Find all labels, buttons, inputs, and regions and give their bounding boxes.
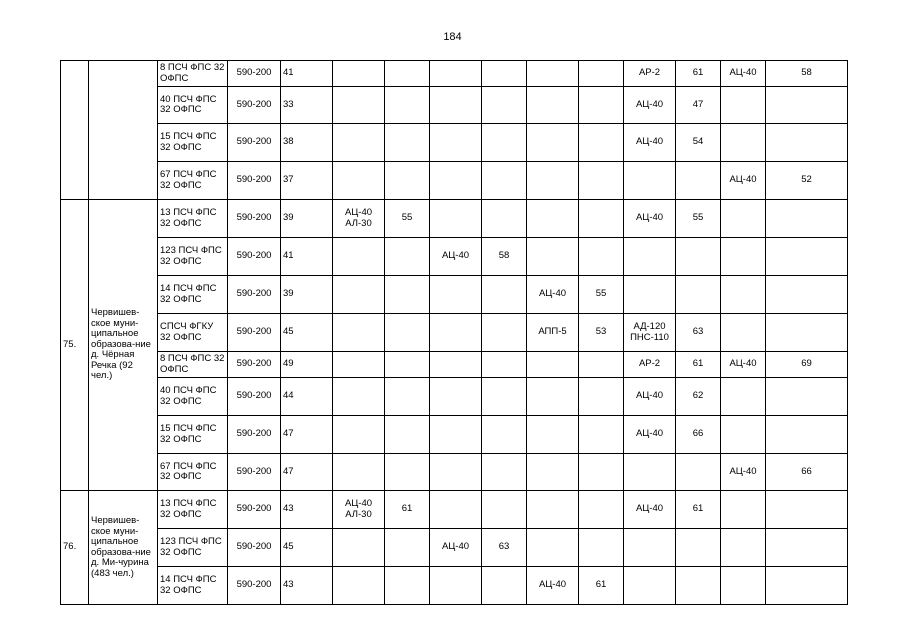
cell-v2 — [430, 276, 482, 314]
cell-t3 — [579, 238, 624, 276]
unit-name: 13 ПСЧ ФПС 32 ОФПС — [158, 200, 228, 238]
cell-v4: АЦ-40 — [624, 378, 676, 416]
cell-v3 — [527, 238, 579, 276]
table-row — [61, 276, 848, 314]
cell-t3 — [579, 200, 624, 238]
cell-v5 — [721, 87, 766, 124]
range-cell: 590-200 — [228, 314, 281, 352]
cell-t3: 53 — [579, 314, 624, 352]
cell-t5 — [766, 200, 848, 238]
range-cell: 590-200 — [228, 124, 281, 162]
cell-t3: 61 — [579, 567, 624, 605]
cell-t4 — [676, 529, 721, 567]
cell-v4: АЦ-40 — [624, 200, 676, 238]
table-row — [61, 238, 848, 276]
cell-v4: АЦ-40 — [624, 87, 676, 124]
cell-v2 — [430, 454, 482, 491]
cell-t2 — [482, 124, 527, 162]
cell-v4: АР-2 — [624, 352, 676, 378]
range-cell: 590-200 — [228, 416, 281, 454]
range-cell: 590-200 — [228, 276, 281, 314]
cell-v5 — [721, 567, 766, 605]
cell-v1 — [333, 124, 385, 162]
cell-v3 — [527, 87, 579, 124]
range-cell: 590-200 — [228, 162, 281, 200]
cell-v4 — [624, 529, 676, 567]
cell-t2 — [482, 352, 527, 378]
unit-name: 15 ПСЧ ФПС 32 ОФПС — [158, 124, 228, 162]
cell-t3 — [579, 454, 624, 491]
cell-v4: АД-120 ПНС-110 — [624, 314, 676, 352]
range-cell: 590-200 — [228, 238, 281, 276]
cell-t5 — [766, 314, 848, 352]
cell-t4 — [676, 567, 721, 605]
table-row — [61, 491, 848, 529]
cell-t2 — [482, 378, 527, 416]
unit-name: 8 ПСЧ ФПС 32 ОФПС — [158, 61, 228, 87]
cell-time: 38 — [281, 124, 333, 162]
cell-t1 — [385, 238, 430, 276]
cell-time: 43 — [281, 567, 333, 605]
cell-v3: АЦ-40 — [527, 567, 579, 605]
cell-t2 — [482, 491, 527, 529]
cell-time: 49 — [281, 352, 333, 378]
cell-v3 — [527, 162, 579, 200]
cell-t4: 55 — [676, 200, 721, 238]
cell-v1 — [333, 567, 385, 605]
range-cell: 590-200 — [228, 200, 281, 238]
cell-t2 — [482, 61, 527, 87]
cell-v5 — [721, 238, 766, 276]
range-cell: 590-200 — [228, 352, 281, 378]
cell-time: 33 — [281, 87, 333, 124]
cell-t1 — [385, 276, 430, 314]
cell-v2 — [430, 378, 482, 416]
cell-t4: 66 — [676, 416, 721, 454]
table-row — [61, 416, 848, 454]
cell-v1 — [333, 238, 385, 276]
cell-t3 — [579, 529, 624, 567]
cell-v1: АЦ-40 АЛ-30 — [333, 200, 385, 238]
cell-v5: АЦ-40 — [721, 454, 766, 491]
range-cell: 590-200 — [228, 61, 281, 87]
cell-v4 — [624, 238, 676, 276]
cell-v3: АПП-5 — [527, 314, 579, 352]
range-cell: 590-200 — [228, 567, 281, 605]
cell-v3 — [527, 454, 579, 491]
cell-v2: АЦ-40 — [430, 238, 482, 276]
cell-t4: 61 — [676, 491, 721, 529]
table-row — [61, 529, 848, 567]
cell-v4: АЦ-40 — [624, 124, 676, 162]
table-row — [61, 61, 848, 87]
cell-t1 — [385, 87, 430, 124]
cell-t5: 69 — [766, 352, 848, 378]
page-number: 184 — [443, 31, 462, 43]
cell-v5 — [721, 314, 766, 352]
cell-time: 47 — [281, 454, 333, 491]
cell-v2 — [430, 567, 482, 605]
unit-name: СПСЧ ФГКУ 32 ОФПС — [158, 314, 228, 352]
dispatch-table — [60, 60, 848, 605]
cell-t5 — [766, 378, 848, 416]
cell-t2 — [482, 454, 527, 491]
settlement-name: Червишев-ское муни-ципальное образова-ние д. Ми-чурина (483 чел.) — [89, 491, 158, 605]
cell-v1 — [333, 416, 385, 454]
cell-t1 — [385, 162, 430, 200]
cell-v1 — [333, 454, 385, 491]
cell-time: 41 — [281, 238, 333, 276]
cell-t4: 62 — [676, 378, 721, 416]
cell-v1 — [333, 87, 385, 124]
cell-v3 — [527, 529, 579, 567]
cell-t5: 66 — [766, 454, 848, 491]
table-body — [61, 61, 848, 605]
unit-name: 123 ПСЧ ФПС 32 ОФПС — [158, 529, 228, 567]
cell-v2 — [430, 87, 482, 124]
cell-v1 — [333, 61, 385, 87]
cell-time: 44 — [281, 378, 333, 416]
cell-v5: АЦ-40 — [721, 352, 766, 378]
cell-t4: 61 — [676, 352, 721, 378]
cell-v4 — [624, 162, 676, 200]
cell-t3 — [579, 378, 624, 416]
cell-time: 37 — [281, 162, 333, 200]
cell-v1 — [333, 529, 385, 567]
cell-t5 — [766, 238, 848, 276]
range-cell: 590-200 — [228, 87, 281, 124]
cell-time: 47 — [281, 416, 333, 454]
table-row — [61, 352, 848, 378]
unit-name: 123 ПСЧ ФПС 32 ОФПС — [158, 238, 228, 276]
table-row — [61, 200, 848, 238]
cell-v4 — [624, 454, 676, 491]
cell-t3 — [579, 87, 624, 124]
cell-t3 — [579, 352, 624, 378]
cell-t5 — [766, 124, 848, 162]
cell-t1 — [385, 314, 430, 352]
cell-t5 — [766, 567, 848, 605]
unit-name: 14 ПСЧ ФПС 32 ОФПС — [158, 276, 228, 314]
settlement-name — [89, 61, 158, 200]
cell-t2 — [482, 162, 527, 200]
table-row — [61, 378, 848, 416]
cell-t3 — [579, 416, 624, 454]
cell-t1 — [385, 567, 430, 605]
cell-v1 — [333, 162, 385, 200]
cell-t3 — [579, 61, 624, 87]
cell-v2 — [430, 416, 482, 454]
cell-t5: 52 — [766, 162, 848, 200]
cell-v2 — [430, 352, 482, 378]
cell-v5 — [721, 200, 766, 238]
cell-v5 — [721, 276, 766, 314]
cell-t1: 55 — [385, 200, 430, 238]
cell-t5 — [766, 491, 848, 529]
cell-t3 — [579, 162, 624, 200]
cell-v3 — [527, 378, 579, 416]
cell-v3 — [527, 61, 579, 87]
cell-v2 — [430, 124, 482, 162]
cell-v3 — [527, 124, 579, 162]
cell-v2 — [430, 61, 482, 87]
cell-time: 45 — [281, 529, 333, 567]
cell-v2 — [430, 162, 482, 200]
cell-t4: 63 — [676, 314, 721, 352]
cell-t2 — [482, 200, 527, 238]
cell-v5: АЦ-40 — [721, 162, 766, 200]
cell-v3 — [527, 491, 579, 529]
cell-time: 45 — [281, 314, 333, 352]
cell-v4: АЦ-40 — [624, 491, 676, 529]
row-index: 76. — [61, 491, 89, 605]
cell-t1 — [385, 416, 430, 454]
range-cell: 590-200 — [228, 491, 281, 529]
cell-t2 — [482, 276, 527, 314]
cell-t3: 55 — [579, 276, 624, 314]
cell-v5 — [721, 378, 766, 416]
table-row — [61, 124, 848, 162]
cell-time: 41 — [281, 61, 333, 87]
cell-t2 — [482, 87, 527, 124]
cell-v3: АЦ-40 — [527, 276, 579, 314]
cell-t2 — [482, 416, 527, 454]
cell-t5: 58 — [766, 61, 848, 87]
range-cell: 590-200 — [228, 454, 281, 491]
table-row — [61, 314, 848, 352]
cell-v5 — [721, 491, 766, 529]
table-row — [61, 567, 848, 605]
cell-v3 — [527, 352, 579, 378]
cell-t4 — [676, 162, 721, 200]
cell-v2 — [430, 491, 482, 529]
cell-v1 — [333, 314, 385, 352]
cell-v3 — [527, 200, 579, 238]
row-index — [61, 61, 89, 200]
cell-v5 — [721, 416, 766, 454]
cell-v2 — [430, 314, 482, 352]
settlement-name: Червишев-ское муни-ципальное образова-ние д. Чёрная Речка (92 чел.) — [89, 200, 158, 491]
cell-time: 39 — [281, 276, 333, 314]
cell-v4 — [624, 567, 676, 605]
unit-name: 15 ПСЧ ФПС 32 ОФПС — [158, 416, 228, 454]
cell-v2 — [430, 200, 482, 238]
unit-name: 13 ПСЧ ФПС 32 ОФПС — [158, 491, 228, 529]
cell-t1 — [385, 529, 430, 567]
cell-v3 — [527, 416, 579, 454]
cell-t4 — [676, 454, 721, 491]
cell-t1 — [385, 124, 430, 162]
cell-v5: АЦ-40 — [721, 61, 766, 87]
range-cell: 590-200 — [228, 378, 281, 416]
unit-name: 67 ПСЧ ФПС 32 ОФПС — [158, 162, 228, 200]
cell-v4: АЦ-40 — [624, 416, 676, 454]
cell-t2: 63 — [482, 529, 527, 567]
cell-t4: 47 — [676, 87, 721, 124]
cell-t4: 61 — [676, 61, 721, 87]
cell-v1 — [333, 378, 385, 416]
unit-name: 14 ПСЧ ФПС 32 ОФПС — [158, 567, 228, 605]
cell-t3 — [579, 491, 624, 529]
cell-v1: АЦ-40 АЛ-30 — [333, 491, 385, 529]
cell-v4: АР-2 — [624, 61, 676, 87]
range-cell: 590-200 — [228, 529, 281, 567]
cell-t2 — [482, 567, 527, 605]
cell-time: 39 — [281, 200, 333, 238]
table-row — [61, 454, 848, 491]
unit-name: 8 ПСЧ ФПС 32 ОФПС — [158, 352, 228, 378]
table-row — [61, 162, 848, 200]
cell-t1: 61 — [385, 491, 430, 529]
cell-t5 — [766, 276, 848, 314]
cell-v2: АЦ-40 — [430, 529, 482, 567]
cell-t1 — [385, 454, 430, 491]
unit-name: 67 ПСЧ ФПС 32 ОФПС — [158, 454, 228, 491]
unit-name: 40 ПСЧ ФПС 32 ОФПС — [158, 87, 228, 124]
cell-v4 — [624, 276, 676, 314]
cell-t5 — [766, 416, 848, 454]
cell-t3 — [579, 124, 624, 162]
cell-t2: 58 — [482, 238, 527, 276]
cell-t5 — [766, 529, 848, 567]
cell-t2 — [482, 314, 527, 352]
row-index: 75. — [61, 200, 89, 491]
cell-t4 — [676, 276, 721, 314]
cell-time: 43 — [281, 491, 333, 529]
cell-t4 — [676, 238, 721, 276]
cell-v1 — [333, 276, 385, 314]
cell-t4: 54 — [676, 124, 721, 162]
cell-t1 — [385, 352, 430, 378]
cell-t1 — [385, 61, 430, 87]
unit-name: 40 ПСЧ ФПС 32 ОФПС — [158, 378, 228, 416]
cell-v1 — [333, 352, 385, 378]
cell-v5 — [721, 124, 766, 162]
cell-v5 — [721, 529, 766, 567]
cell-t1 — [385, 378, 430, 416]
cell-t5 — [766, 87, 848, 124]
table-row — [61, 87, 848, 124]
